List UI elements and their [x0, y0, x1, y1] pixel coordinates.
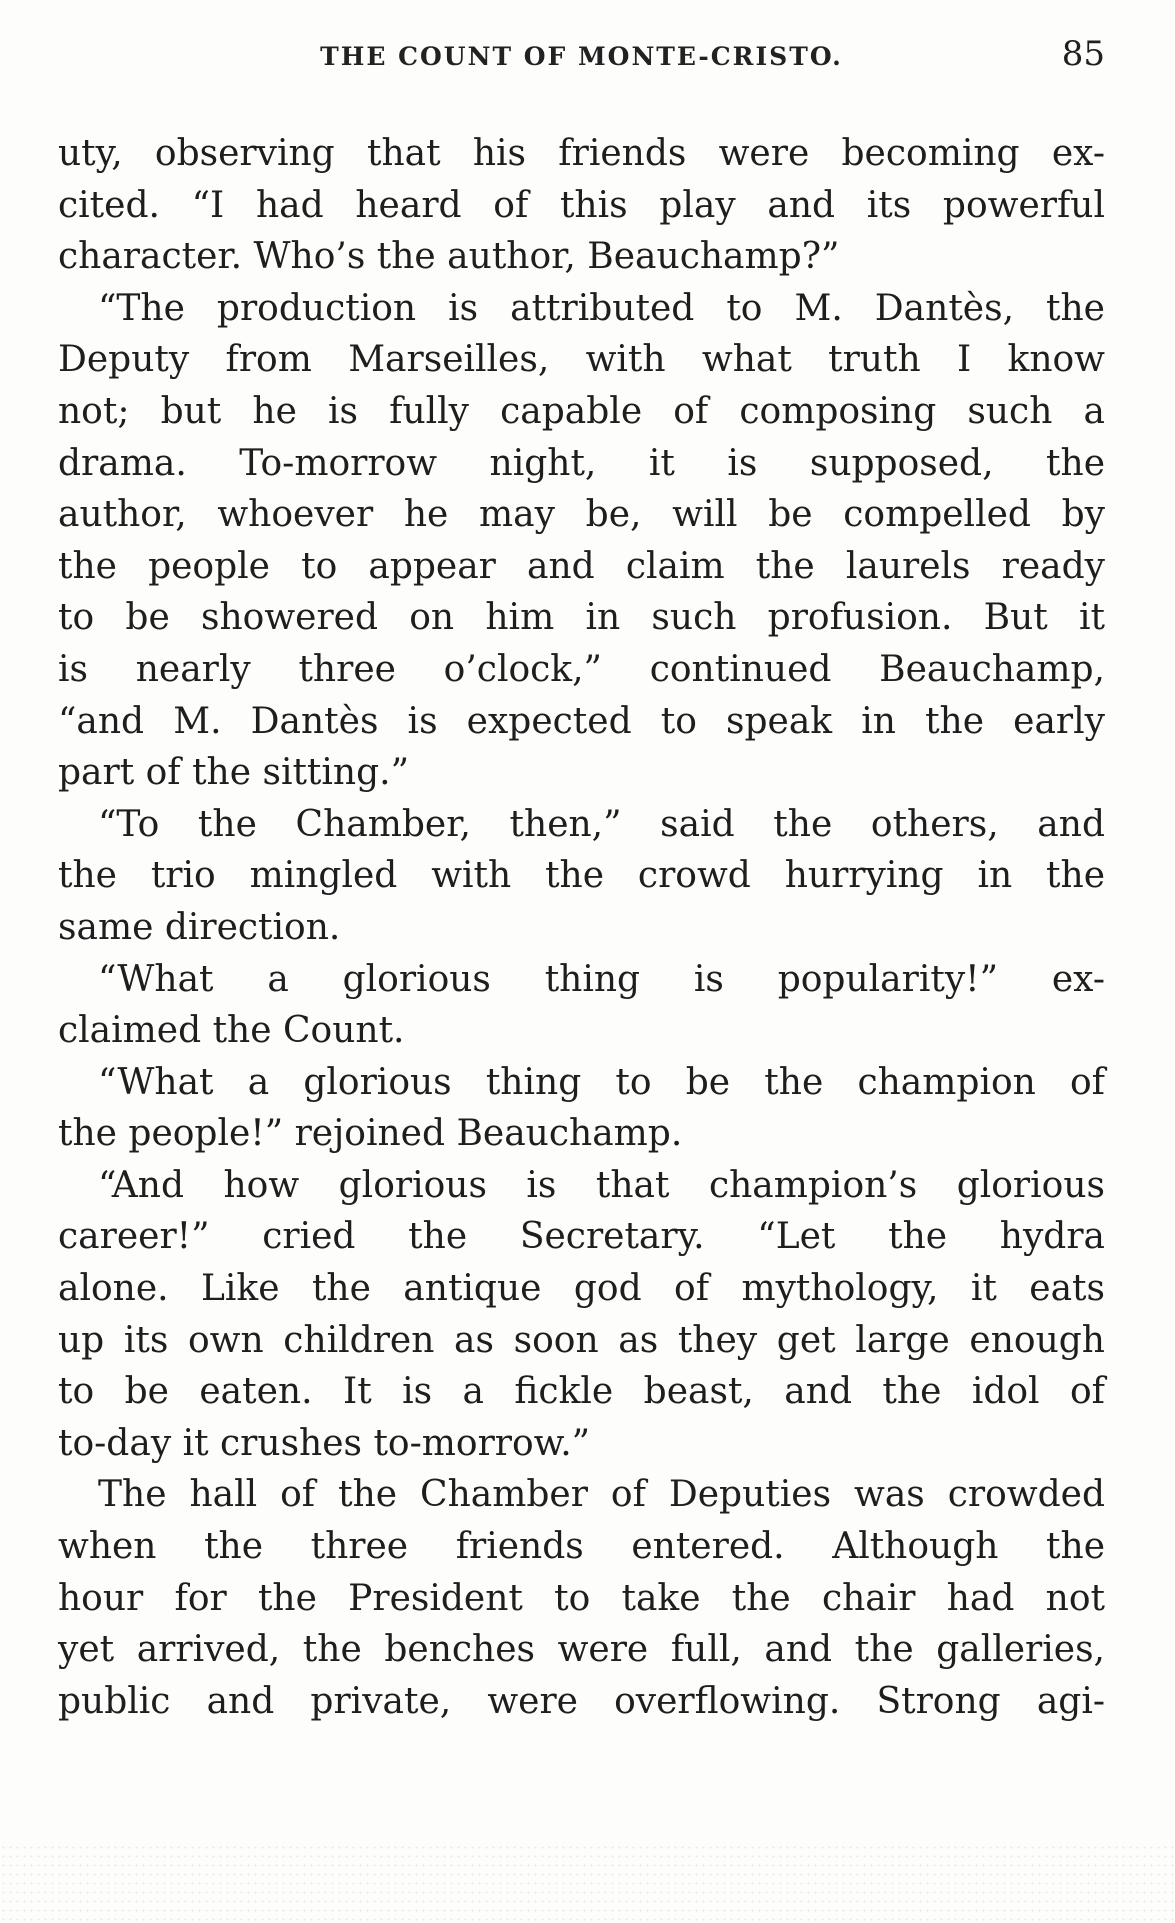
text-line: The hall of the Chamber of Deputies was crowded — [98, 1474, 1105, 1516]
text-line: the people to appear and claim the laurels ready — [58, 545, 1105, 587]
text-line: “What a glorious thing to be the champion of — [98, 1061, 1105, 1103]
running-title: THE COUNT OF MONTE-CRISTO. — [320, 42, 843, 71]
text-line: author, whoever he may be, will be compelled by — [58, 494, 1105, 536]
text-line: “And how glorious is that champion’s glorious — [98, 1164, 1105, 1206]
text-line: the trio mingled with the crowd hurrying in the — [58, 855, 1105, 897]
text-line: to-day it crushes to-morrow.” — [58, 1422, 591, 1464]
text-line: “The production is attributed to M. Dantès, the — [98, 287, 1105, 329]
text-line: yet arrived, the benches were full, and the galleries, — [58, 1629, 1105, 1671]
text-line: public and private, were overflowing. Strong agi- — [58, 1680, 1105, 1722]
text-line: cited. “I had heard of this play and its powerful — [58, 184, 1105, 226]
text-line: Deputy from Marseilles, with what truth I know — [58, 339, 1105, 381]
body-text — [58, 128, 1105, 1727]
page-number: 85 — [1061, 34, 1105, 74]
text-line: alone. Like the antique god of mythology, it eats — [58, 1268, 1105, 1310]
text-line: to be eaten. It is a fickle beast, and the idol of — [58, 1371, 1105, 1413]
text-line: same direction. — [58, 906, 341, 948]
text-line: when the three friends entered. Although the — [58, 1526, 1105, 1568]
text-line: character. Who’s the author, Beauchamp?” — [58, 236, 840, 278]
text-line: “To the Chamber, then,” said the others, and — [98, 803, 1105, 845]
text-line: up its own children as soon as they get large enough — [58, 1319, 1105, 1361]
text-line: career!” cried the Secretary. “Let the hydra — [58, 1216, 1105, 1258]
text-line: part of the sitting.” — [58, 752, 409, 794]
text-line: “What a glorious thing is popularity!” ex- — [98, 958, 1105, 1000]
text-line: claimed the Count. — [58, 1010, 405, 1052]
running-header — [58, 34, 1105, 74]
text-line: is nearly three o’clock,” continued Beauchamp, — [58, 648, 1105, 690]
text-line: uty, observing that his friends were becoming ex- — [58, 133, 1105, 174]
text-line: not; but he is fully capable of composing such a — [58, 390, 1105, 432]
paper-noise — [0, 1843, 1175, 1923]
text-line: hour for the President to take the chair had not — [58, 1577, 1105, 1619]
text-line: “and M. Dantès is expected to speak in the early — [58, 700, 1105, 742]
text-line: to be showered on him in such profusion. But it — [58, 597, 1105, 639]
text-line: the people!” rejoined Beauchamp. — [58, 1113, 683, 1155]
text-line: drama. To-morrow night, it is supposed, the — [58, 442, 1105, 484]
